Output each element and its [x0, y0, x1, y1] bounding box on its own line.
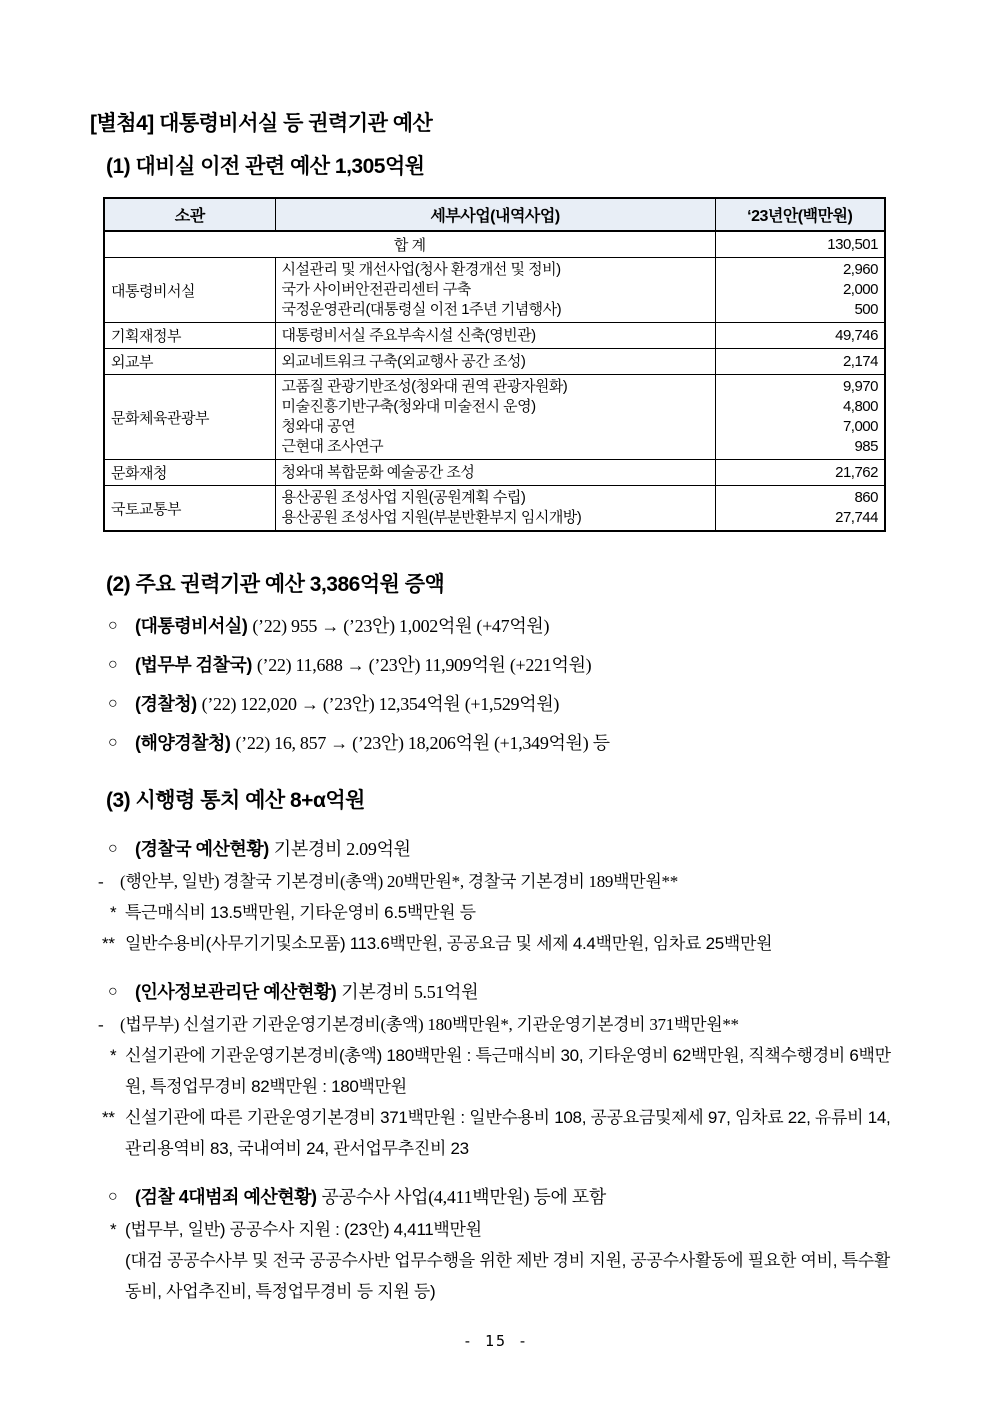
project-cell: 외교네트워크 구축(외교행사 공간 조성)	[275, 349, 715, 375]
section2-heading: (2) 주요 권력기관 예산 3,386억원 증액	[106, 573, 445, 596]
amount-cell: 860 27,744	[715, 486, 885, 532]
project-cell: 용산공원 조성사업 지원(공원계획 수립) 용산공원 조성사업 지원(부분반환부지 임시개방)	[275, 486, 715, 532]
list-item: ○ (검찰 4대범죄 예산현황) 공공수사 사업(4,411백만원) 등에 포함	[108, 1184, 904, 1210]
section3-list	[90, 836, 904, 1307]
amount-cell: 9,970 4,800 7,000 985	[715, 375, 885, 460]
table-total-row	[104, 231, 885, 258]
double-asterisk-icon: **	[102, 1108, 115, 1127]
asterisk-icon: *	[110, 1046, 117, 1065]
project-cell: 고품질 관광기반조성(청와대 권역 관광자원화) 미술진흥기반구축(청와대 미술전시 운영) 청와대 공연 근현대 조사연구	[275, 375, 715, 460]
asterisk-icon: *	[110, 903, 117, 922]
circle-bullet-icon: ○	[108, 840, 118, 857]
circle-bullet-icon: ○	[108, 734, 118, 751]
table-row	[104, 323, 885, 349]
budget-table	[103, 197, 886, 532]
table-row	[104, 486, 885, 532]
section2-list	[90, 613, 904, 756]
circle-bullet-icon: ○	[108, 656, 118, 673]
circle-bullet-icon: ○	[108, 1188, 118, 1205]
agency-cell: 문화체육관광부	[104, 375, 275, 460]
col-header-agency: 소관	[104, 198, 275, 231]
dash-bullet-icon: -	[98, 1015, 104, 1034]
footnote-continuation: (대검 공공수사부 및 전국 공공수사반 업무수행을 위한 제반 경비 지원, 공공수사활동에 필요한 여비, 특수활동비, 사업추진비, 특정업무경비 등 지원 등)	[125, 1251, 890, 1301]
circle-bullet-icon: ○	[108, 695, 118, 712]
footnote: * 신설기관에 기관운영기본경비(총액) 180백만원 : 특근매식비 30, 기타운영비 62백만원, 직책수행경비 6백만원, 특정업무경비 82백만원 : 180백만원	[110, 1040, 904, 1102]
amount-cell: 21,762	[715, 460, 885, 486]
document-title: [별첨4] 대통령비서실 등 권력기관 예산	[90, 112, 433, 135]
page-number: - 15 -	[462, 1332, 530, 1350]
table-row	[104, 375, 885, 460]
list-item: ○ (경찰국 예산현황) 기본경비 2.09억원	[108, 836, 904, 862]
col-header-project: 세부사업(내역사업)	[275, 198, 715, 231]
table-row	[104, 460, 885, 486]
table-row	[104, 349, 885, 375]
circle-bullet-icon: ○	[108, 617, 118, 634]
table-header-row	[104, 198, 885, 231]
footnote: * (법무부, 일반) 공공수사 지원 : (23안) 4,411백만원	[110, 1214, 904, 1245]
list-item: ○ (대통령비서실) (’22) 955 → (’23안) 1,002억원 (+47억원)	[108, 613, 904, 639]
list-item: ○ (해양경찰청) (’22) 16, 857 → (’23안) 18,206억원 (+1,349억원) 등	[108, 730, 904, 756]
project-cell: 대통령비서실 주요부속시설 신축(영빈관)	[275, 323, 715, 349]
asterisk-icon: *	[110, 1220, 117, 1239]
section1-heading: (1) 대비실 이전 관련 예산 1,305억원	[106, 155, 425, 178]
agency-cell: 문화재청	[104, 460, 275, 486]
double-asterisk-icon: **	[102, 934, 115, 953]
footnote: ** 신설기관에 따른 기관운영기본경비 371백만원 : 일반수용비 108, 공공요금및제세 97, 임차료 22, 유류비 14, 관리용역비 83, 국내여비 24, 관서업무추진비 23	[102, 1102, 904, 1164]
project-cell: 시설관리 및 개선사업(청사 환경개선 및 정비) 국가 사이버안전관리센터 구축 국정운영관리(대통령실 이전 1주년 기념행사)	[275, 258, 715, 323]
agency-cell: 대통령비서실	[104, 258, 275, 323]
list-item: ○ (인사정보관리단 예산현황) 기본경비 5.51억원	[108, 979, 904, 1005]
dash-bullet-icon: -	[98, 872, 104, 891]
agency-cell: 국토교통부	[104, 486, 275, 532]
circle-bullet-icon: ○	[108, 983, 118, 1000]
agency-cell: 외교부	[104, 349, 275, 375]
amount-cell: 2,174	[715, 349, 885, 375]
amount-cell: 49,746	[715, 323, 885, 349]
col-header-amount: ‘23년안(백만원)	[715, 198, 885, 231]
footnote: ** 일반수용비(사무기기및소모품) 113.6백만원, 공공요금 및 세제 4.4백만원, 임차료 25백만원	[102, 928, 904, 959]
sub-note: - (법무부) 신설기관 기관운영기본경비(총액) 180백만원*, 기관운영기본경비 371백만원**	[98, 1009, 904, 1040]
table-row	[104, 258, 885, 323]
project-cell: 청와대 복합문화 예술공간 조성	[275, 460, 715, 486]
list-item: ○ (경찰청) (’22) 122,020 → (’23안) 12,354억원 (+1,529억원)	[108, 691, 904, 717]
amount-cell: 2,960 2,000 500	[715, 258, 885, 323]
section3-heading: (3) 시행령 통치 예산 8+α억원	[106, 789, 365, 812]
total-label: 합 계	[104, 231, 715, 258]
footnote: * 특근매식비 13.5백만원, 기타운영비 6.5백만원 등	[110, 897, 904, 928]
agency-cell: 기획재정부	[104, 323, 275, 349]
list-item: ○ (법무부 검찰국) (’22) 11,688 → (’23안) 11,909억원 (+221억원)	[108, 652, 904, 678]
sub-note: - (행안부, 일반) 경찰국 기본경비(총액) 20백만원*, 경찰국 기본경비 189백만원**	[98, 866, 904, 897]
total-value: 130,501	[715, 231, 885, 258]
